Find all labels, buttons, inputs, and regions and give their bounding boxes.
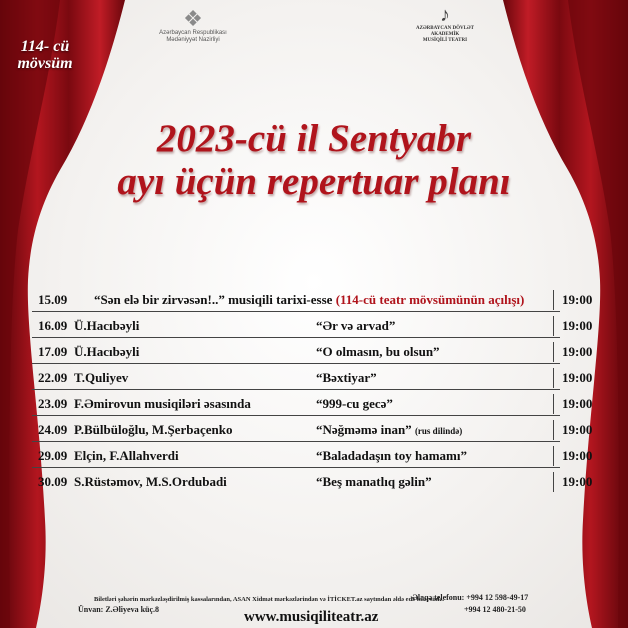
phone-1: Əlaqə telefonu: +994 12 598-49-17 (412, 593, 529, 602)
row-date: 30.09 (38, 474, 68, 489)
row-time: 19:00 (562, 344, 593, 359)
row-play: “Ər və arvad” (316, 318, 396, 333)
row-language-note: (rus dilində) (414, 426, 463, 436)
theatre-emblem-icon: ♪ (440, 4, 450, 26)
row-author: P.Bülbüloğlu, M.Şerbaçenko (74, 422, 233, 437)
ministry-logo (138, 8, 248, 44)
row-time: 19:00 (562, 370, 593, 385)
title-line-2: ayı üçün repertuar planı (117, 160, 511, 203)
season-line-2: mövsüm (17, 55, 73, 72)
row-author: T.Quliyev (74, 370, 129, 385)
column-divider (553, 394, 554, 414)
tickets-info: Biletləri şəhərin mərkəzləşdirilmiş kassalarından, ASAN Xidmət mərkəzlərindən və İTİCKET.az saytından əldə edə bilərsiniz. (94, 596, 444, 603)
table-row (32, 392, 598, 418)
row-date: 17.09 (38, 344, 68, 359)
title-line-1: 2023-cü il Sentyabr (156, 117, 472, 160)
table-row (32, 444, 598, 470)
row-date: 23.09 (38, 396, 68, 411)
row-play: “Bəxtiyar” (316, 370, 377, 385)
table-row (32, 366, 598, 392)
website-link[interactable]: www.musiqiliteatr.az (244, 609, 379, 625)
row-play: “Baladadaşın toy hamamı” (316, 448, 467, 463)
row-divider (32, 415, 560, 416)
row-divider (32, 337, 560, 338)
ministry-name-line-1: Azərbaycan Respublikası (159, 30, 227, 36)
row-time: 19:00 (562, 448, 593, 463)
column-divider (553, 368, 554, 388)
row-author: F.Əmirovun musiqiləri əsasında (74, 396, 251, 411)
row-author: Ü.Hacıbəyli (74, 318, 140, 333)
theatre-name-line-1: AZƏRBAYCAN DÖVLƏT (416, 26, 474, 31)
row-highlight: (114-cü teatr mövsümünün açılışı) (335, 292, 525, 307)
row-description (94, 288, 524, 312)
row-date: 15.09 (38, 292, 68, 307)
ministry-name-line-2: Mədəniyyət Nazirliyi (166, 37, 220, 43)
repertoire-table (32, 288, 598, 496)
row-date: 22.09 (38, 370, 68, 385)
table-row (32, 288, 598, 314)
theatre-name-line-2: AKADEMİK (430, 32, 460, 37)
row-play: “999-cu gecə” (316, 396, 393, 411)
row-author: Ü.Hacıbəyli (74, 344, 140, 359)
row-date: 24.09 (38, 422, 68, 437)
row-author: Elçin, F.Allahverdi (74, 448, 179, 463)
theatre-name-line-3: MUSİQİLİ TEATRI (422, 38, 468, 43)
row-divider (32, 389, 560, 390)
table-row (32, 470, 598, 496)
phone-2: +994 12 480-21-50 (464, 605, 526, 614)
row-date: 16.09 (38, 318, 68, 333)
row-divider (32, 311, 560, 312)
row-play-title: “Nəğməmə inan” (316, 422, 412, 437)
row-divider (32, 441, 560, 442)
address: Ünvan: Z.Əliyeva küç.8 (78, 605, 160, 614)
row-play: “Beş manatlıq gəlin” (316, 474, 432, 489)
row-play (316, 418, 462, 443)
row-time: 19:00 (562, 396, 593, 411)
column-divider (553, 472, 554, 492)
row-date: 29.09 (38, 448, 68, 463)
row-divider (32, 467, 560, 468)
theatre-logo (400, 4, 490, 44)
season-line-1: 114- cü (20, 38, 70, 55)
season-label (10, 38, 80, 72)
row-divider (32, 363, 560, 364)
row-play: “O olmasın, bu olsun” (316, 344, 440, 359)
ministry-emblem-icon: ❖ (183, 6, 203, 31)
column-divider (553, 342, 554, 362)
column-divider (553, 446, 554, 466)
row-author: S.Rüstəmov, M.S.Ordubadi (74, 474, 227, 489)
column-divider (553, 316, 554, 336)
table-row (32, 340, 598, 366)
row-time: 19:00 (562, 318, 593, 333)
row-description-text: “Sən elə bir zirvəsən!..” musiqili tarixi-esse (94, 292, 333, 307)
row-time: 19:00 (562, 292, 593, 307)
column-divider (553, 420, 554, 440)
row-time: 19:00 (562, 474, 593, 489)
table-row (32, 314, 598, 340)
table-row (32, 418, 598, 444)
row-time: 19:00 (562, 422, 593, 437)
column-divider (553, 290, 554, 310)
